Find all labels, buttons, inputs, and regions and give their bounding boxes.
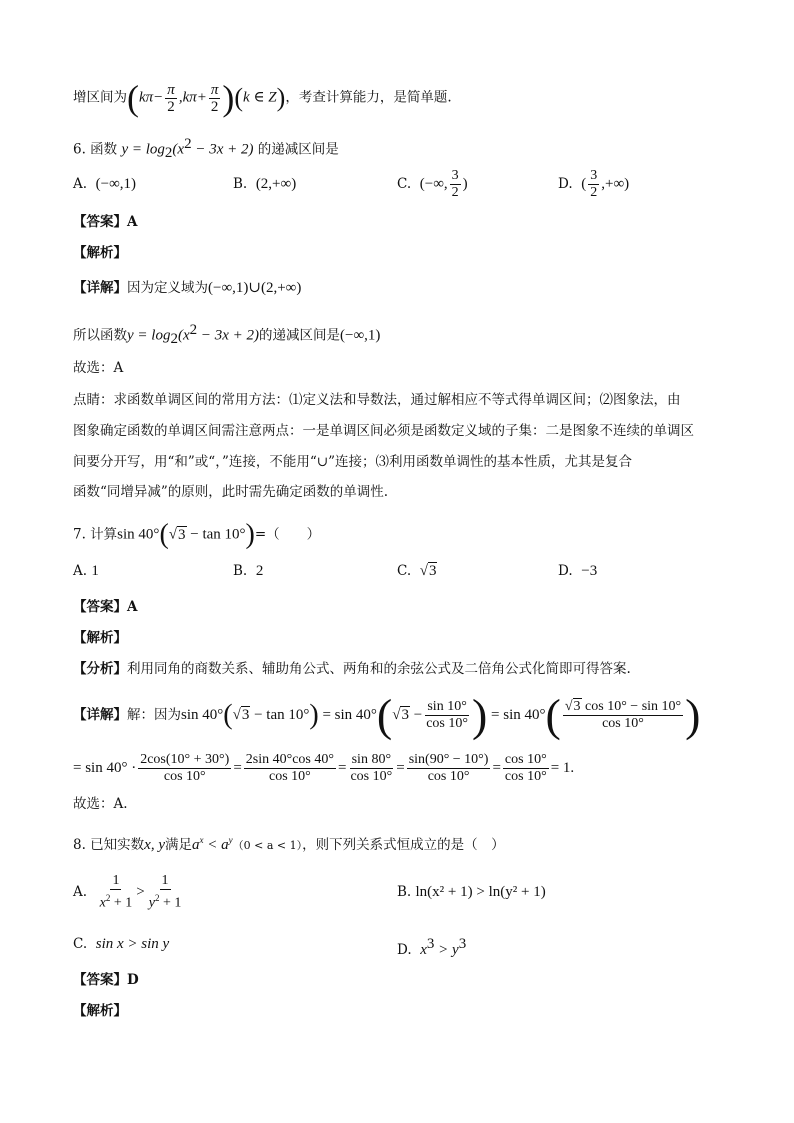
- option-value: 2: [255, 563, 264, 579]
- interval-expr-2: ,kπ+: [178, 89, 207, 106]
- q8-cond-text: 满足: [165, 837, 192, 853]
- frac-sin90-10: $\frac{\sin(90^\circ - 10^\circ)}{\cos 10^\circ}$: [408, 752, 489, 784]
- answer-text: 【答案】A: [73, 214, 138, 230]
- frac-3-2: $\frac{3}{2}$: [451, 168, 459, 200]
- q6-func-rest: − 3x + 2): [191, 141, 254, 158]
- frac-2cos: $\frac{2\cos(10^\circ + 30^\circ)}{\cos 10^\circ}$: [140, 752, 230, 784]
- option-value-prefix: (: [581, 176, 587, 192]
- q6-option-d: [558, 168, 629, 201]
- fenxi-text: 利用同角的商数关系、辅助角公式、两角和的余弦公式及二倍角公式化简即可得答案.: [127, 661, 631, 677]
- choice-text: 故选：A: [73, 360, 124, 376]
- q6-log-base: 2: [164, 145, 173, 162]
- option-value: $x^3 > y^3$: [420, 936, 467, 958]
- q6-func-rest: − 3x + 2): [197, 327, 260, 344]
- q6-choice: [73, 358, 123, 378]
- q8-cond-range: （0 < a < 1）: [232, 839, 303, 852]
- q8-option-a: A. $\frac{1}{x^2 + 1}$ > $\frac{1}{y^2 + 1}$: [73, 873, 182, 911]
- detail-label: 【详解】: [73, 280, 127, 296]
- q8-tail: ，则下列关系式恒成立的是（ ）: [302, 837, 505, 853]
- option-label: A.: [73, 176, 88, 192]
- option-value: (2,+∞): [255, 176, 297, 192]
- analysis-label: 【解析】: [73, 630, 127, 646]
- fenxi-label: 【分析】: [73, 661, 127, 677]
- q7-option-c: C. √3: [397, 563, 437, 579]
- q8-option-b: [397, 882, 546, 902]
- note-line-3: [73, 452, 632, 472]
- note-line-2: [73, 421, 694, 441]
- detail-text: 解：因为: [127, 707, 181, 723]
- q6-detail: [73, 278, 301, 298]
- paren-left: (: [127, 78, 139, 118]
- q7-analysis: [73, 628, 127, 648]
- q7-option-d: [558, 561, 597, 581]
- q7-tail: =（ ）: [254, 526, 321, 543]
- q7-option-b: [233, 561, 263, 581]
- sqrt-3: √3 − tan 10°: [168, 526, 246, 543]
- option-value-prefix: (−∞,: [419, 176, 448, 192]
- q7-expr: sin 40°: [117, 526, 160, 543]
- q6-answer: [73, 212, 137, 232]
- option-value: (−∞,1): [95, 176, 137, 192]
- domain-expr: (−∞,1)∪(2,+∞): [208, 280, 302, 296]
- option-label: D.: [558, 176, 573, 192]
- frac-pi-2-a: $\frac{\pi}{2}$: [167, 81, 175, 115]
- option-label: B.: [397, 884, 412, 900]
- intro-prefix: 增区间为: [73, 89, 127, 106]
- k-in-z: k ∈ Z: [243, 89, 277, 106]
- q8-stem: [73, 830, 505, 856]
- detail-label: 【详解】: [73, 707, 127, 723]
- q6-analysis: [73, 243, 127, 263]
- q7-fenxi: [73, 659, 631, 679]
- q7-detail: 【详解】解：因为sin 40°(√3 − tan 10°) = sin 40°(√3 − $\frac{\sin 10^\circ}{\cos 10^\circ}$ ) = sin 40°( $\frac{√3 \cos 10^\circ - \sin 10^\circ}{\cos 10^\circ}$ ): [73, 689, 701, 741]
- q6-option-b: [233, 174, 296, 194]
- paren-right: ): [222, 78, 235, 118]
- q6-tail: 的递减区间是: [257, 141, 339, 158]
- option-value: 1: [91, 563, 99, 579]
- option-label: C.: [73, 936, 88, 952]
- q6-func-arg: (x: [177, 327, 190, 344]
- choice-text: 故选：A.: [73, 796, 128, 812]
- analysis-label: 【解析】: [73, 245, 127, 261]
- frac-pi-2-b: $\frac{\pi}{2}$: [210, 81, 219, 115]
- q8-option-c: [73, 934, 169, 954]
- option-label: C.: [397, 563, 412, 579]
- option-label: B.: [233, 563, 248, 579]
- q6-stem: 6. 函数 $y = \log_2(x^2 - 3x + 2)$ 的递减区间是: [73, 136, 339, 162]
- interval-expr: kπ−: [139, 89, 164, 106]
- eq-part-1: sin 40°: [181, 707, 224, 723]
- frac-sqrt3cos-minus-sin: $\frac{√3 \cos 10^\circ - \sin 10^\circ}{\cos 10^\circ}$: [564, 699, 682, 731]
- frac-1-x2: $\frac{1}{x^2 + 1}$: [99, 873, 133, 911]
- option-label: A.: [73, 563, 88, 579]
- option-label: D.: [397, 942, 412, 958]
- q6-log-base: 2: [170, 331, 178, 348]
- q6-detail-2: 所以函数$y = \log_2(x^2 - 3x + 2)$的递减区间是(−∞,1): [73, 322, 381, 348]
- note-line-4: [73, 482, 388, 502]
- detail-text: 因为定义域为: [127, 280, 208, 296]
- note-text: 点睛：求函数单调区间的常用方法：⑴定义法和导数法，通过解相应不等式得单调区间；⑵图象法，由: [73, 392, 681, 408]
- option-value: 3: [428, 563, 437, 579]
- option-value: −3: [581, 563, 598, 579]
- frac-sin80: $\frac{\sin 80^\circ}{\cos 10^\circ}$: [350, 752, 393, 784]
- paren-right-2: ): [276, 83, 286, 112]
- answer-text: 【答案】D: [73, 972, 139, 988]
- q8-number: 8. 已知实数: [73, 837, 145, 853]
- q6-option-a: [73, 174, 136, 194]
- paren-left-2: (: [234, 83, 244, 112]
- option-value: ln(x² + 1) > ln(y² + 1): [415, 884, 546, 900]
- option-label: C.: [397, 176, 412, 192]
- intro-line: [73, 80, 452, 116]
- frac-cos10: $\frac{\cos 10^\circ}{\cos 10^\circ}$: [504, 752, 547, 784]
- frac-sin10-cos10: $\frac{\sin 10^\circ}{\cos 10^\circ}$: [426, 699, 468, 731]
- frac-2sin40cos40: $\frac{2\sin 40^\circ\cos 40^\circ}{\cos 10^\circ}$: [245, 752, 334, 784]
- q7-answer: [73, 597, 137, 617]
- q6-func-arg: (x: [172, 141, 185, 158]
- q7-detail-2: = sin 40° · $\frac{2\cos(10^\circ + 30^\circ)}{\cos 10^\circ}$ = $\frac{2\sin 40^\circ\cos 40^\circ}{\cos 10^\circ}$ = $\frac{\sin 80^\circ}{\cos 10^\circ}$ = $\frac{\sin(90^\circ - 10^\circ)}{\cos 10^\circ}$ = $\frac{\cos 10^\circ}{\cos 10^\circ}$ = 1.: [73, 752, 575, 784]
- q7-stem: 7. 计算sin 40°(√3 − tan 10°)=（ ）: [73, 519, 321, 550]
- option-label: B.: [233, 176, 248, 192]
- line2-suffix: 的递减区间是: [259, 327, 341, 344]
- q8-answer: [73, 970, 139, 990]
- note-line-1: [73, 390, 681, 410]
- q6-func-lhs: y = log: [121, 141, 165, 158]
- note-text: 函数“同增异减”的原则，此时需先确定函数的单调性.: [73, 484, 389, 500]
- q8-analysis: [73, 1001, 127, 1021]
- q6-func-lhs: y = log: [127, 327, 171, 344]
- analysis-label: 【解析】: [73, 1003, 127, 1019]
- frac-1-y2: $\frac{1}{y^2 + 1}$: [148, 873, 182, 911]
- q7-choice: [73, 794, 128, 814]
- line2-prefix: 所以函数: [73, 327, 127, 344]
- intro-suffix: ，考查计算能力，是简单题.: [285, 89, 452, 106]
- q8-option-d: [397, 934, 466, 960]
- option-label: D.: [558, 563, 573, 579]
- q7-number: 7. 计算: [73, 526, 118, 543]
- q6-option-c: [397, 168, 468, 201]
- q8-vars: x, y: [144, 837, 165, 853]
- frac-3-2: $\frac{3}{2}$: [590, 168, 598, 200]
- q8-ineq: $a^x < a^y$: [192, 835, 233, 853]
- option-label: A.: [73, 884, 88, 900]
- line2-result: (−∞,1): [340, 327, 381, 344]
- option-value-suffix: ): [462, 176, 468, 192]
- answer-text: 【答案】A: [73, 599, 138, 615]
- q6-number: 6. 函数: [73, 141, 118, 158]
- q7-option-a: [73, 561, 99, 581]
- note-text: 间要分开写，用“和”或“，”连接，不能用“∪”连接；⑶利用函数单调性的基本性质，尤其是复合: [73, 454, 632, 470]
- option-value-suffix: ,+∞): [601, 176, 630, 192]
- option-value: sin x > sin y: [95, 936, 170, 952]
- note-text: 图象确定函数的单调区间需注意两点：一是单调区间必须是函数定义域的子集：二是图象不连续的单调区: [73, 423, 694, 439]
